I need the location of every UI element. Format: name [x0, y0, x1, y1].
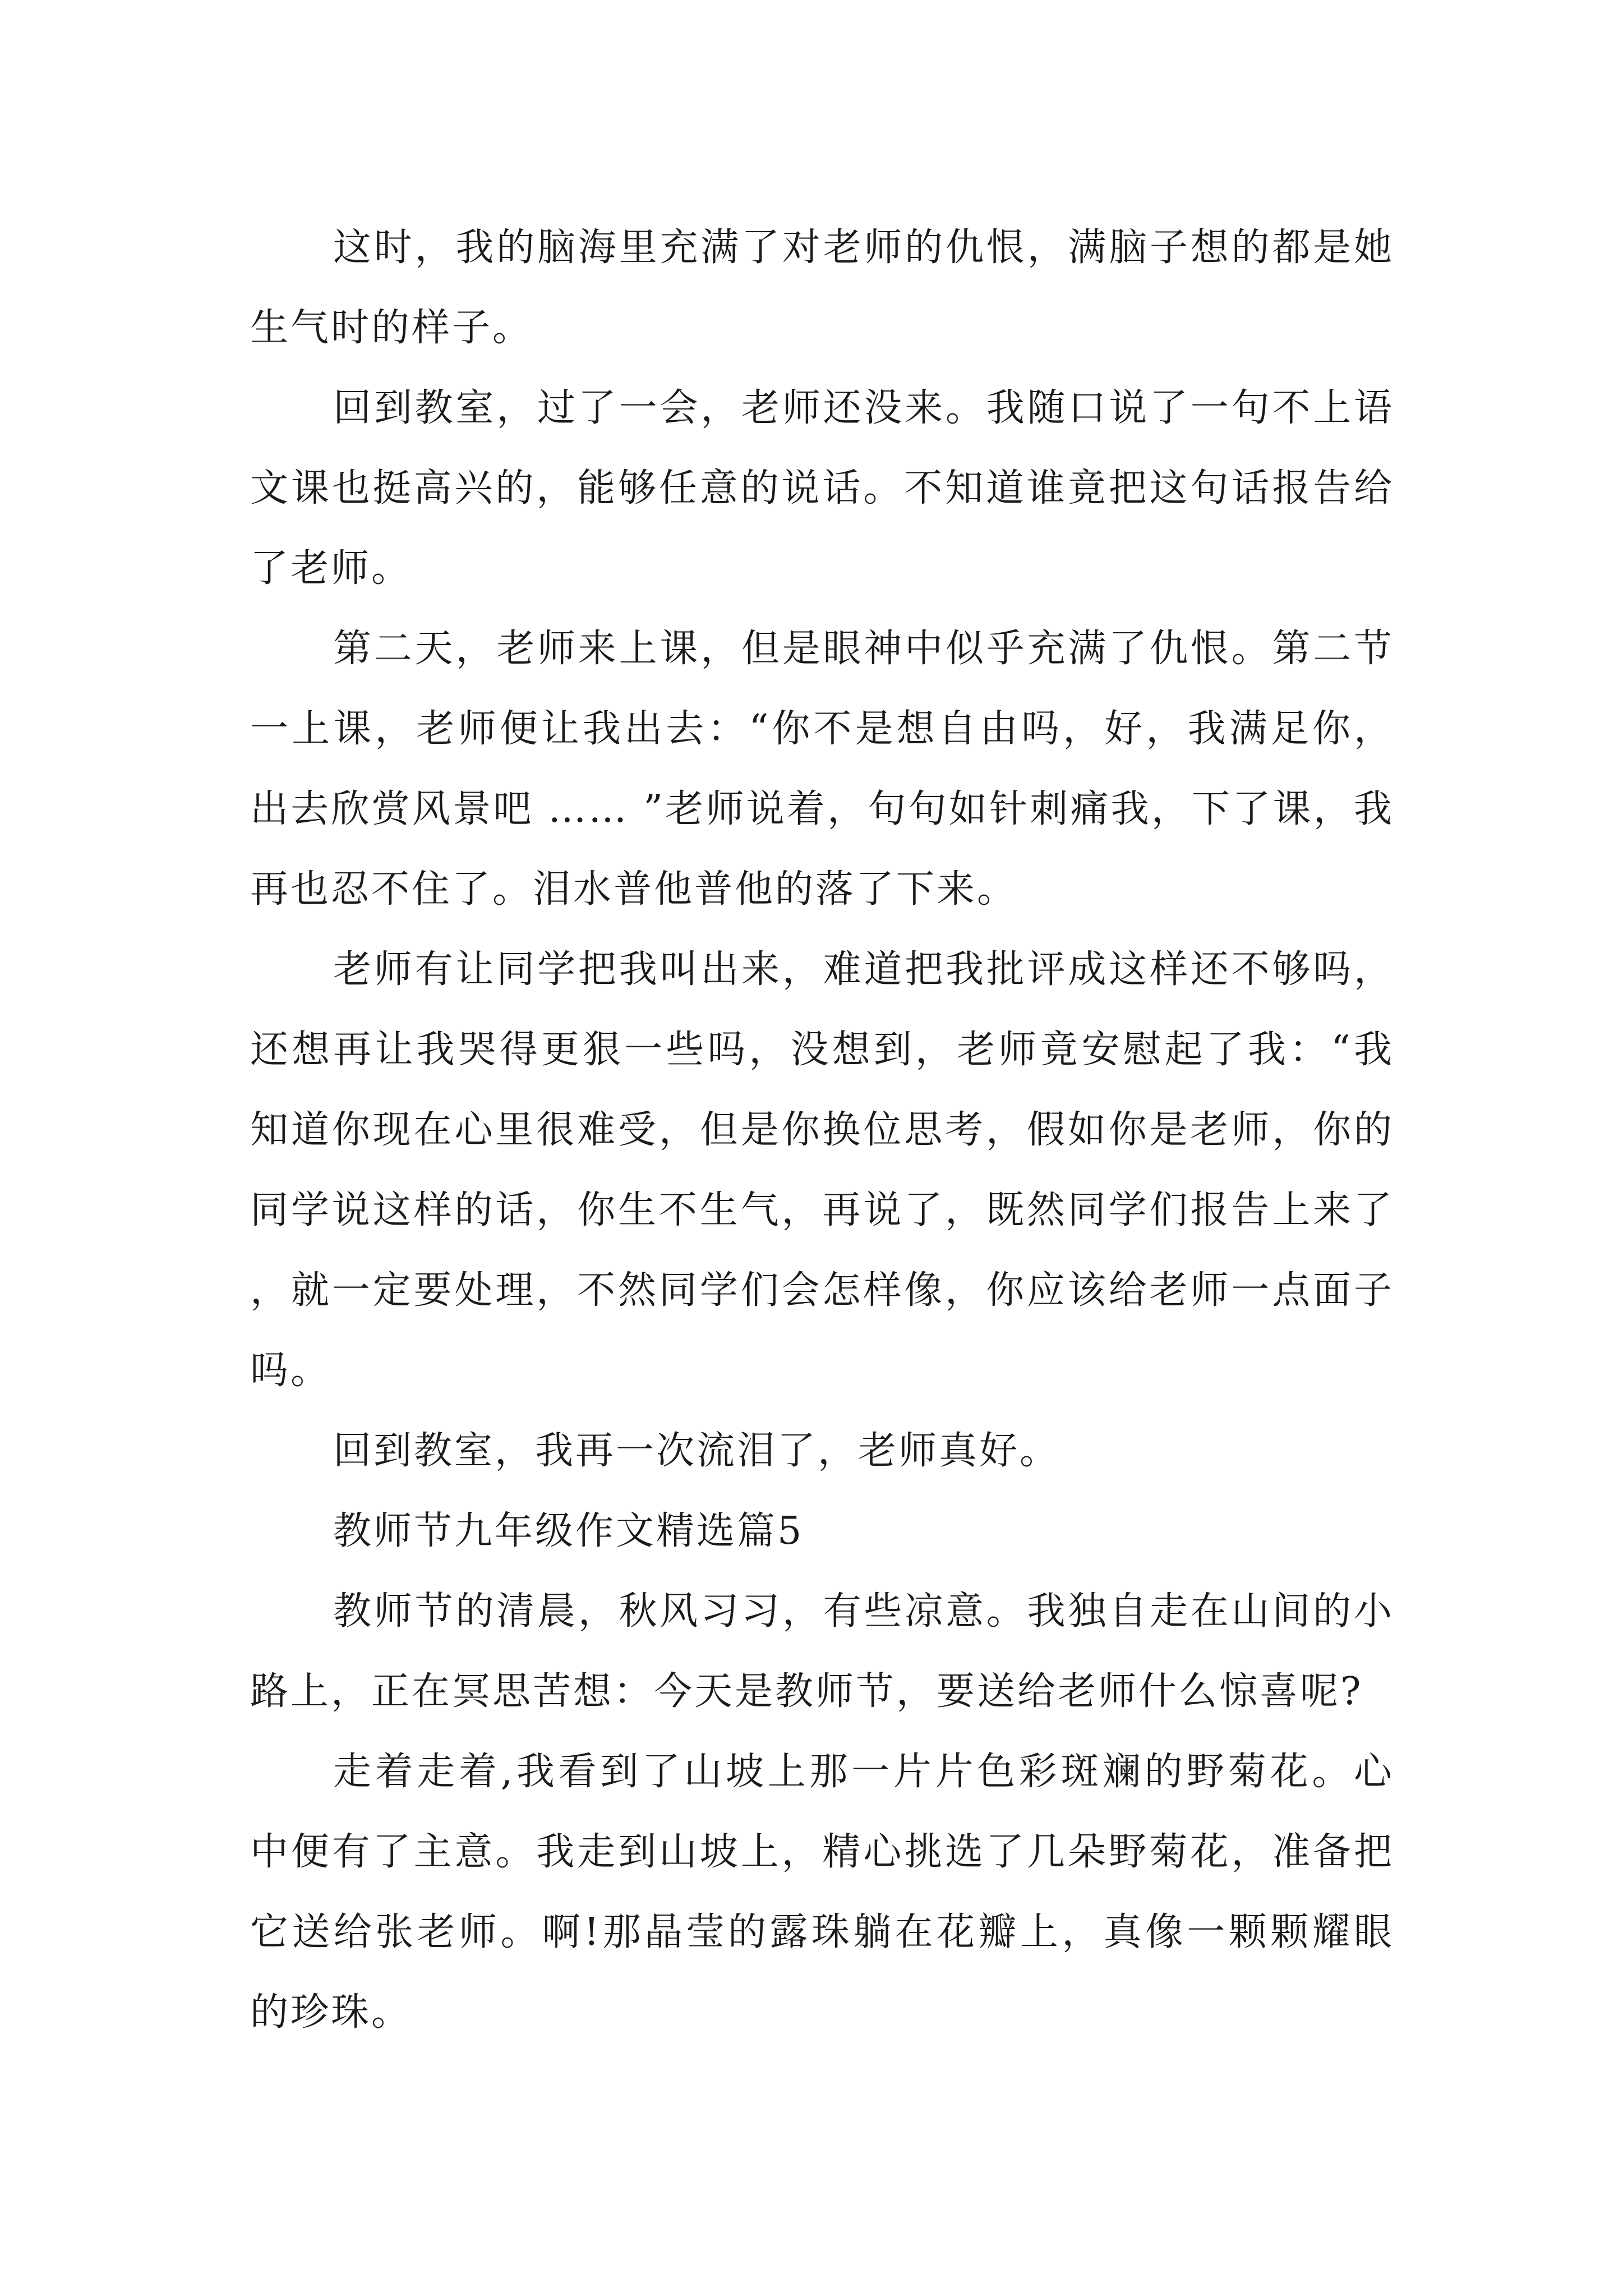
- paragraph-5: 回到教室，我再一次流泪了，老师真好。: [333, 1429, 1061, 1473]
- paragraph-3: 第二天，老师来上课，但是眼神中似乎充满了仇恨。第二节一上课，老师便让我出去：“你不是想自由吗，好，我满足你，出去欣赏风景吧 …… ”老师说着，句句如针刺痛我，下了课，我再也忍不住了。泪水普他普他的落了下来。: [250, 627, 1394, 912]
- paragraph-6: 教师节的清晨，秋风习习，有些凉意。我独自走在山间的小路上，正在冥思苦想：今天是教师节，要送给老师什么惊喜呢?: [250, 1589, 1394, 1714]
- paragraph-4: 老师有让同学把我叫出来，难道把我批评成这样还不够吗，还想再让我哭得更狠一些吗，没想到，老师竟安慰起了我：“我知道你现在心里很难受，但是你换位思考，假如你是老师，你的同学说这样的话，你生不生气，再说了，既然同学们报告上来了，就一定要处理，不然同学们会怎样像，你应该给老师一点面子吗。: [250, 947, 1394, 1393]
- document-body: [250, 208, 1394, 2053]
- paragraph-2: 回到教室，过了一会，老师还没来。我随口说了一句不上语文课也挺高兴的，能够任意的说话。不知道谁竟把这句话报告给了老师。: [250, 386, 1394, 591]
- paragraph-7: 走着走着,我看到了山坡上那一片片色彩斑斓的野菊花。心中便有了主意。我走到山坡上，精心挑选了几朵野菊花，准备把它送给张老师。啊!那晶莹的露珠躺在花瓣上，真像一颗颗耀眼的珍珠。: [250, 1750, 1394, 2035]
- section-heading: 教师节九年级作文精选篇5: [333, 1509, 804, 1553]
- paragraph-1: 这时，我的脑海里充满了对老师的仇恨，满脑子想的都是她生气时的样子。: [250, 226, 1394, 350]
